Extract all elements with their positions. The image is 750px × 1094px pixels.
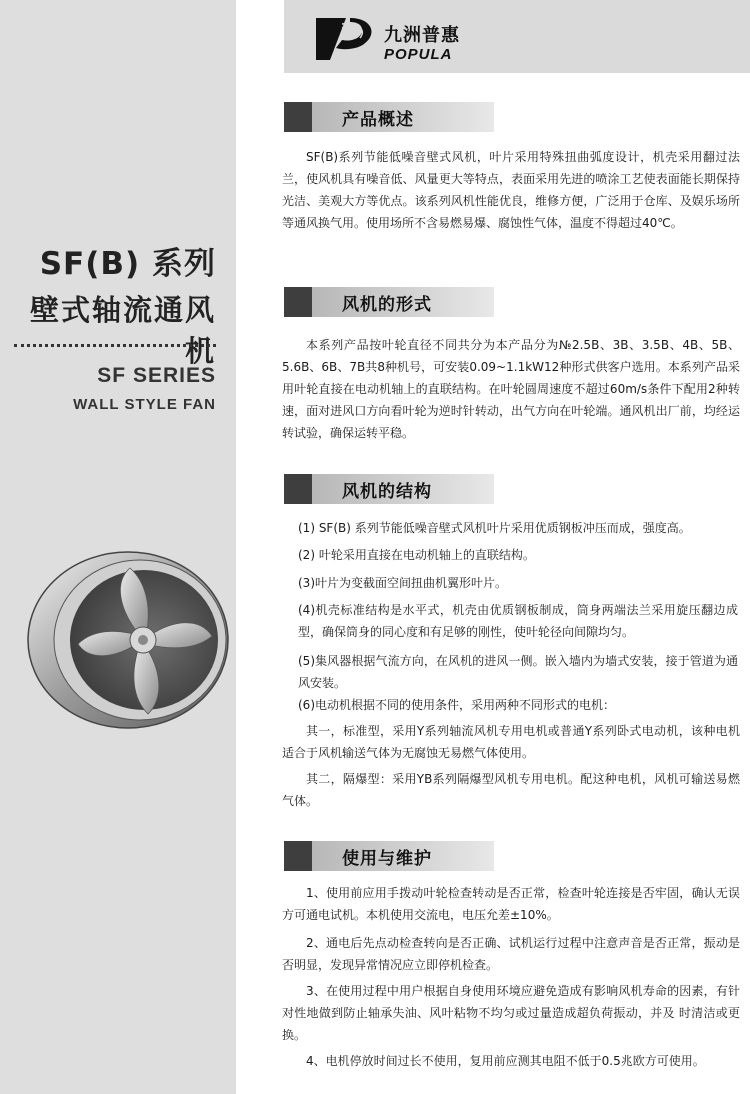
section-title: 风机的形式 (342, 295, 432, 315)
structure-item-4: (4)机壳标准结构是水平式，机壳由优质钢板制成，筒身两端法兰采用旋压翻边成型，确保筒身的同心度和有足够的刚性，使叶轮径向间隙均匀。 (298, 603, 738, 639)
popula-logo-icon (312, 14, 382, 64)
section-header-overview (284, 102, 494, 132)
product-subtitle: 壁式轴流通风机 (29, 293, 216, 368)
series-english-label: SF SERIES (97, 364, 216, 387)
maintenance-item-3: 3、在使用过程中用户根据自身使用环境应避免造成有影响风机寿命的因素，有针对性地做到防止轴承失油、风叶粘物不均匀或过量造成超负荷振动，并及 时清洁或更换。 (282, 984, 740, 1042)
wall-style-english-label: WALL STYLE FAN (73, 396, 216, 413)
section-header-maintenance (284, 841, 494, 871)
section-marker-block (284, 841, 312, 871)
section-title: 使用与维护 (342, 849, 432, 869)
structure-motor-explosion-proof: 其二，隔爆型：采用YB系列隔爆型风机专用电机。配这种电机，风机可输送易燃气体。 (282, 772, 740, 808)
sidebar-panel (0, 0, 236, 1094)
section-marker-block (284, 287, 312, 317)
logo-chinese-text: 九洲普惠 (384, 25, 460, 46)
form-paragraph: 本系列产品按叶轮直径不同共分为本产品分为№2.5B、3B、3.5B、4B、5B、5.6B、6B、7B共8种机号，可安装0.09~1.1kW12种形式供客户选用。本系列产品采用叶轮直接在电动机轴上的直联结构。在叶轮圆周速度不超过60m/s条件下配用2种转速，面对进风口方向看叶轮为逆时针转动，出气方向在叶轮端。通风机出厂前，均经运转试验，确保运转平稳。 (282, 338, 740, 440)
maintenance-item-1: 1、使用前应用手拨动叶轮检查转动是否正常，检查叶轮连接是否牢固，确认无误方可通电试机。本机使用交流电，电压允差±10%。 (282, 886, 740, 922)
dotted-divider (14, 344, 216, 347)
section-header-form (284, 287, 494, 317)
structure-item-1: (1) SF(B) 系列节能低噪音壁式风机叶片采用优质钢板冲压而成，强度高。 (298, 521, 691, 535)
section-title: 风机的结构 (342, 482, 432, 502)
logo-english-text: POPULA (384, 46, 453, 63)
fan-image (22, 548, 236, 732)
structure-item-5: (5)集风器根据气流方向，在风机的进风一侧。嵌入墙内为墙式安装，接于管道为通风安装。 (298, 654, 738, 690)
maintenance-item-4: 4、电机停放时间过长不使用，复用前应测其电阻不低于0.5兆欧方可使用。 (306, 1054, 705, 1068)
section-marker-block (284, 102, 312, 132)
structure-motor-standard: 其一，标准型，采用Y系列轴流风机专用电机或普通Y系列卧式电动机，该种电机适合于风机输送气体为无腐蚀无易燃气体使用。 (282, 724, 740, 760)
section-marker-block (284, 474, 312, 504)
structure-item-6: (6)电动机根据不同的使用条件，采用两种不同形式的电机： (298, 698, 616, 712)
overview-paragraph: SF(B)系列节能低噪音壁式风机，叶片采用特殊扭曲弧度设计，机壳采用翻过法兰，使风机具有噪音低、风量更大等特点，表面采用先进的喷涂工艺使表面能长期保持光洁、美观大方等优点。该系列风机性能优良，维修方便，广泛用于仓库、及娱乐场所等通风换气用。使用场所不含易燃易爆、腐蚀性气体，温度不得超过40℃。 (282, 150, 740, 230)
maintenance-item-2: 2、通电后先点动检查转向是否正确、试机运行过程中注意声音是否正常，振动是否明显，发现异常情况应立即停机检查。 (282, 936, 740, 972)
section-header-structure (284, 474, 494, 504)
structure-item-2: (2) 叶轮采用直接在电动机轴上的直联结构。 (298, 548, 535, 562)
section-title: 产品概述 (342, 110, 414, 130)
structure-item-3: (3)叶片为变截面空间扭曲机翼形叶片。 (298, 576, 507, 590)
product-title: SF(B) 系列 (39, 246, 216, 282)
